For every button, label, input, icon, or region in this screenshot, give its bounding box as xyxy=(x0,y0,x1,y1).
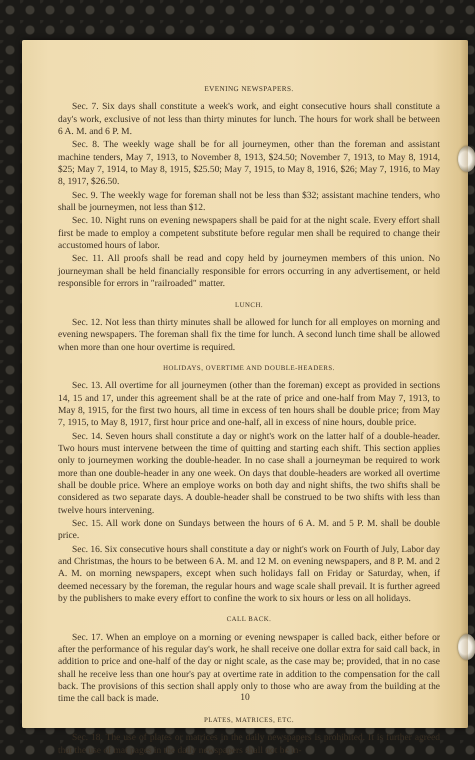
section-heading-plates: PLATES, MATRICES, ETC. xyxy=(203,716,295,724)
paragraph-sec-14: Sec. 14. Seven hours shall constitute a day or night's work on the latter half of a double-header. Two hours must intervene between the time of quitting and starting each shift. This section applies only to journeymen working the double-header. In no case shall a journeyman be required to work more than one double-header in any one week. On days that double-headers are worked all overtime shall be double price. Where an employe works on both day and night shifts, the two shifts shall be considered as two separate days. A double-header shall be construed to be two shifts with less than twelve hours intervening. xyxy=(58,431,440,516)
paragraph-sec-7: Sec. 7. Six days shall constitute a week's work, and eight consecutive hours shall constitute a day's work, exclusive of not less than thirty minutes for lunch. The hours for work shall be between 6 A. M. and 6 P. M. xyxy=(58,102,440,138)
section-wages xyxy=(58,101,440,290)
paragraph-sec-9: Sec. 9. The weekly wage for foreman shall not be less than $32; assistant machine tenders, who shall be journeymen, not less than $12. xyxy=(58,190,440,214)
page-number: 10 xyxy=(240,693,250,703)
book-page xyxy=(22,40,468,756)
paragraph-sec-12: Sec. 12. Not less than thirty minutes shall be allowed for lunch for all employes on morning and evening newspapers. The foreman shall fix the time for lunch. A second lunch time shall be allowed when more than one hour overtime is required. xyxy=(58,317,440,353)
binder-ring-bottom xyxy=(458,634,475,660)
running-head: EVENING NEWSPAPERS. xyxy=(204,85,294,93)
paragraph-sec-17: Sec. 17. When an employe on a morning or evening newspaper is called back, either before or after the performance of his regular day's work, he shall receive one dollar extra for said call back, in addition to price and one-half of the day or night scale, as the case may be; provided, that in no case shall he receive less than one hour's pay at overtime rate in addition to the compensation for the call back. The provisions of this section shall apply only to those who are away from the building at the time the call back is made. xyxy=(58,632,440,705)
binder-ring-top xyxy=(458,146,475,172)
section-heading-holidays: HOLIDAYS, OVERTIME AND DOUBLE-HEADERS. xyxy=(163,364,335,372)
section-holidays xyxy=(58,363,440,606)
paragraph-sec-16: Sec. 16. Six consecutive hours shall constitute a day or night's work on Fourth of July, Labor day and Christmas, the hours to be between 6 A. M. and 12 M. on evening newspapers, and 8 P. M. and 2 A. M. on morning newspapers, except when such holidays fall on Friday or Saturday, when, if deemed necessary by the foreman, the regular hours and wage scale shall prevail. It is further agreed by the publishers to make every effort to confine the work to six hours or less on all holidays. xyxy=(58,544,440,605)
page-content xyxy=(58,83,440,758)
section-plates xyxy=(58,715,440,757)
section-heading-call-back: CALL BACK. xyxy=(226,616,272,624)
paragraph-sec-15: Sec. 15. All work done on Sundays between the hours of 6 A. M. and 5 P. M. shall be double price. xyxy=(58,519,440,542)
paragraph-sec-18: Sec. 18. The use of plates or matrices in the daily newspapers is prohibited. It is further agreed that the use of mat pages in the daily newspapers shall not be in- xyxy=(58,733,440,756)
paragraph-sec-8: Sec. 8. The weekly wage shall be for all journeymen, other than the foreman and assistant machine tenders, May 7, 1913, to November 8, 1913, $24.50; November 7, 1913, to May 8, 1914, $25; May 7, 1914, to May 8, 1915, $25.50; May 7, 1915, to May 8, 1916, $26; May 7, 1916, to May 8, 1917, $26.50. xyxy=(58,140,440,188)
paragraph-sec-10: Sec. 10. Night runs on evening newspapers shall be paid for at the night scale. Every effort shall first be made to employ a competent substitute before regular men shall be required to change their accustomed hours of labor. xyxy=(58,216,440,252)
paragraph-sec-13: Sec. 13. All overtime for all journeymen (other than the foreman) except as provided in sections 14, 15 and 17, under this agreement shall be at the rate of price and one-half from May 7, 1913, to May 8, 1915, for the first two hours, all time in excess of ten hours shall be double price; from May 7, 1915, to May 8, 1917, first hour price and one-half, all in excess of nine hours, double price. xyxy=(58,381,440,429)
section-lunch xyxy=(58,300,440,354)
paragraph-sec-11: Sec. 11. All proofs shall be read and copy held by journeymen members of this union. No journeyman shall be held financially responsible for errors occurring in any advertisement, or held responsible for errors in "railroaded" matter. xyxy=(58,254,440,290)
section-heading-lunch: LUNCH. xyxy=(234,301,264,309)
